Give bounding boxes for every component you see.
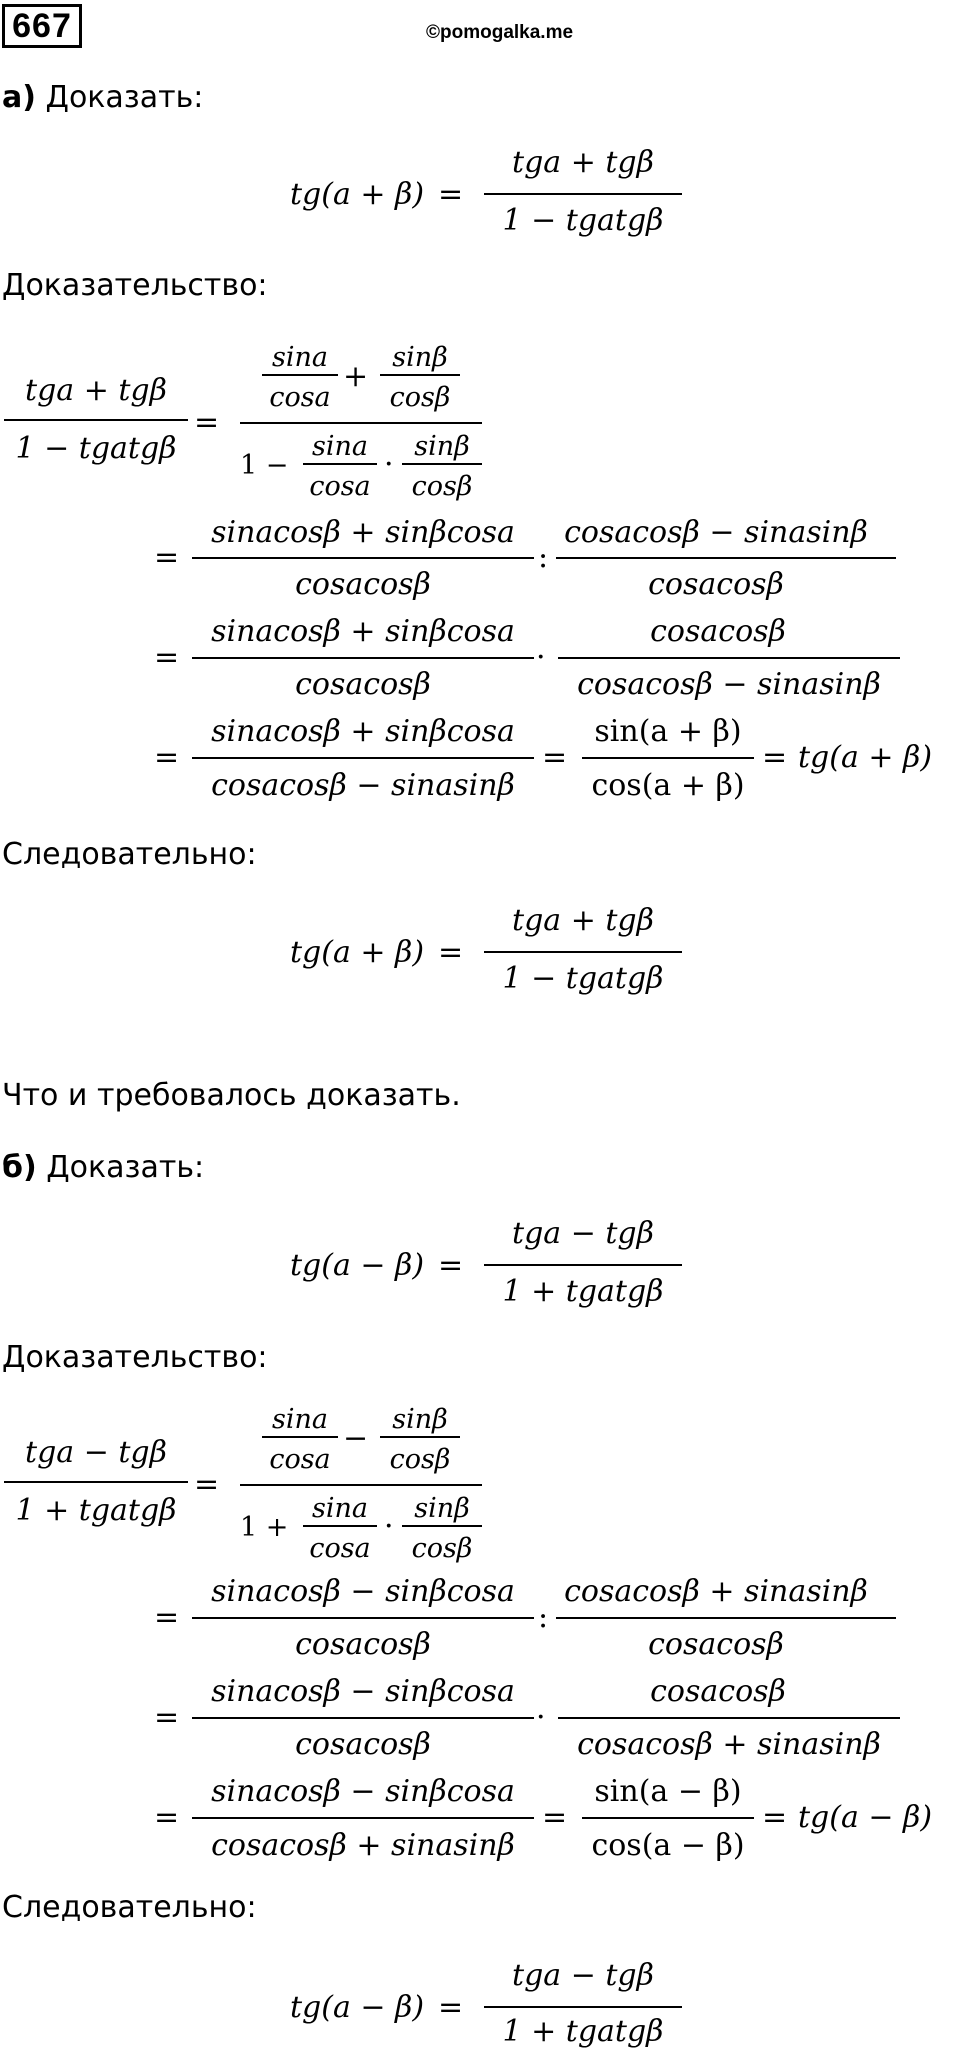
conclusion-numerator: tga + tgβ bbox=[512, 903, 654, 938]
equals-sign: = bbox=[542, 740, 568, 775]
operator: · bbox=[536, 640, 546, 675]
dot-operator: · bbox=[384, 447, 394, 482]
equals-sign: = bbox=[438, 1990, 464, 2025]
conclusion-numerator: tga − tgβ bbox=[512, 1958, 654, 1993]
part-a-step-3 bbox=[154, 614, 900, 702]
part-b-step-4 bbox=[154, 1774, 932, 1863]
equals-sign: = bbox=[154, 1700, 180, 1735]
top-operator: + bbox=[343, 359, 369, 394]
result: tg(a − β) bbox=[798, 1800, 933, 1835]
watermark: ©pomogalka.me bbox=[426, 22, 574, 43]
equals-sign: = bbox=[762, 1800, 788, 1835]
conclusion-lhs: tg(a − β) bbox=[290, 1990, 425, 2025]
conclusion-denominator: 1 + tgatgβ bbox=[502, 2014, 664, 2049]
bottom-frac1-num: sina bbox=[312, 1493, 368, 1524]
frac1-numerator: sinacosβ + sinβcosa bbox=[211, 614, 515, 649]
part-b-step-3 bbox=[154, 1674, 900, 1762]
dot-operator: · bbox=[384, 1509, 394, 1544]
frac1-denominator: cosacosβ + sinasinβ bbox=[211, 1828, 515, 1863]
lhs-numerator: tga − tgβ bbox=[25, 1435, 167, 1470]
top-frac2-den: cosβ bbox=[389, 382, 451, 413]
frac2-denominator: cosacosβ + sinasinβ bbox=[577, 1727, 881, 1762]
top-frac2-num: sinβ bbox=[392, 342, 448, 373]
part-a-statement bbox=[290, 145, 682, 238]
part-b-letter: б) bbox=[2, 1150, 37, 1185]
lhs-numerator: tga + tgβ bbox=[25, 373, 167, 408]
frac2-numerator: cosacosβ bbox=[650, 1674, 786, 1709]
statement-lhs: tg(a + β) bbox=[290, 177, 425, 212]
bottom-prefix: 1 + bbox=[240, 1512, 289, 1543]
problem-number: 667 bbox=[2, 4, 82, 48]
frac2-numerator: sin(a − β) bbox=[594, 1774, 742, 1809]
part-a-step-1 bbox=[4, 342, 482, 502]
part-b-task: Доказать: bbox=[46, 1150, 205, 1185]
part-a-qed: Что и требовалось доказать. bbox=[2, 1078, 461, 1113]
part-a-proof-label: Доказательство: bbox=[2, 268, 268, 303]
bottom-frac1-num: sina bbox=[312, 431, 368, 462]
equals-sign: = bbox=[438, 177, 464, 212]
bottom-frac2-den: cosβ bbox=[411, 1533, 473, 1564]
operator: : bbox=[538, 1600, 549, 1635]
part-b-conclusion-label: Следовательно: bbox=[2, 1890, 257, 1925]
frac1-numerator: sinacosβ − sinβcosa bbox=[211, 1774, 515, 1809]
result: tg(a + β) bbox=[798, 740, 933, 775]
part-b-proof-label: Доказательство: bbox=[2, 1340, 268, 1375]
top-frac2-den: cosβ bbox=[389, 1444, 451, 1475]
equals-sign: = bbox=[438, 935, 464, 970]
top-operator: − bbox=[343, 1421, 369, 1456]
frac2-denominator: cos(a + β) bbox=[591, 768, 745, 803]
equals-sign: = bbox=[154, 1600, 180, 1635]
statement-denominator: 1 − tgatgβ bbox=[502, 203, 664, 238]
lhs-denominator: 1 − tgatgβ bbox=[15, 431, 177, 466]
frac2-denominator: cosacosβ − sinasinβ bbox=[577, 667, 881, 702]
statement-lhs: tg(a − β) bbox=[290, 1248, 425, 1283]
conclusion-denominator: 1 − tgatgβ bbox=[502, 961, 664, 996]
frac2-denominator: cosacosβ bbox=[648, 567, 784, 602]
bottom-frac2-den: cosβ bbox=[411, 471, 473, 502]
frac2-denominator: cosacosβ bbox=[648, 1627, 784, 1662]
statement-denominator: 1 + tgatgβ bbox=[502, 1274, 664, 1309]
operator: : bbox=[538, 540, 549, 575]
part-b-conclusion bbox=[290, 1958, 682, 2049]
bottom-frac2-num: sinβ bbox=[414, 431, 470, 462]
part-a-conclusion-label: Следовательно: bbox=[2, 837, 257, 872]
part-b-step-2 bbox=[154, 1574, 896, 1662]
frac2-numerator: cosacosβ − sinasinβ bbox=[564, 515, 868, 550]
frac2-numerator: cosacosβ bbox=[650, 614, 786, 649]
frac1-denominator: cosacosβ − sinasinβ bbox=[211, 768, 515, 803]
part-b-heading bbox=[2, 1150, 204, 1186]
equals-sign: = bbox=[194, 1467, 220, 1502]
statement-numerator: tga + tgβ bbox=[512, 145, 654, 180]
part-a-step-4 bbox=[154, 714, 932, 803]
frac1-numerator: sinacosβ − sinβcosa bbox=[211, 1674, 515, 1709]
equals-sign: = bbox=[194, 405, 220, 440]
part-b-statement bbox=[290, 1216, 682, 1309]
equals-sign: = bbox=[154, 1800, 180, 1835]
frac2-denominator: cos(a − β) bbox=[591, 1828, 745, 1863]
frac1-numerator: sinacosβ − sinβcosa bbox=[211, 1574, 515, 1609]
frac2-numerator: cosacosβ + sinasinβ bbox=[564, 1574, 868, 1609]
equals-sign: = bbox=[542, 1800, 568, 1835]
frac1-denominator: cosacosβ bbox=[295, 1627, 431, 1662]
frac1-numerator: sinacosβ + sinβcosa bbox=[211, 714, 515, 749]
part-a-conclusion bbox=[290, 903, 682, 996]
top-frac2-num: sinβ bbox=[392, 1404, 448, 1435]
equals-sign: = bbox=[154, 640, 180, 675]
frac2-numerator: sin(a + β) bbox=[594, 714, 742, 749]
bottom-frac1-den: cosa bbox=[309, 471, 371, 502]
top-frac1-num: sina bbox=[272, 342, 328, 373]
bottom-frac2-num: sinβ bbox=[414, 1493, 470, 1524]
equals-sign: = bbox=[154, 740, 180, 775]
bottom-frac1-den: cosa bbox=[309, 1533, 371, 1564]
frac1-denominator: cosacosβ bbox=[295, 567, 431, 602]
conclusion-lhs: tg(a + β) bbox=[290, 935, 425, 970]
part-a-task: Доказать: bbox=[45, 80, 204, 115]
equals-sign: = bbox=[762, 740, 788, 775]
top-frac1-den: cosa bbox=[269, 1444, 331, 1475]
lhs-denominator: 1 + tgatgβ bbox=[15, 1493, 177, 1528]
part-a-letter: а) bbox=[2, 80, 36, 115]
part-b-step-1 bbox=[4, 1404, 482, 1564]
frac1-denominator: cosacosβ bbox=[295, 1727, 431, 1762]
statement-numerator: tga − tgβ bbox=[512, 1216, 654, 1251]
frac1-denominator: cosacosβ bbox=[295, 667, 431, 702]
bottom-prefix: 1 − bbox=[240, 450, 289, 481]
frac1-numerator: sinacosβ + sinβcosa bbox=[211, 515, 515, 550]
equals-sign: = bbox=[438, 1248, 464, 1283]
operator: · bbox=[536, 1700, 546, 1735]
equals-sign: = bbox=[154, 540, 180, 575]
part-a-step-2 bbox=[154, 515, 896, 602]
top-frac1-den: cosa bbox=[269, 382, 331, 413]
top-frac1-num: sina bbox=[272, 1404, 328, 1435]
